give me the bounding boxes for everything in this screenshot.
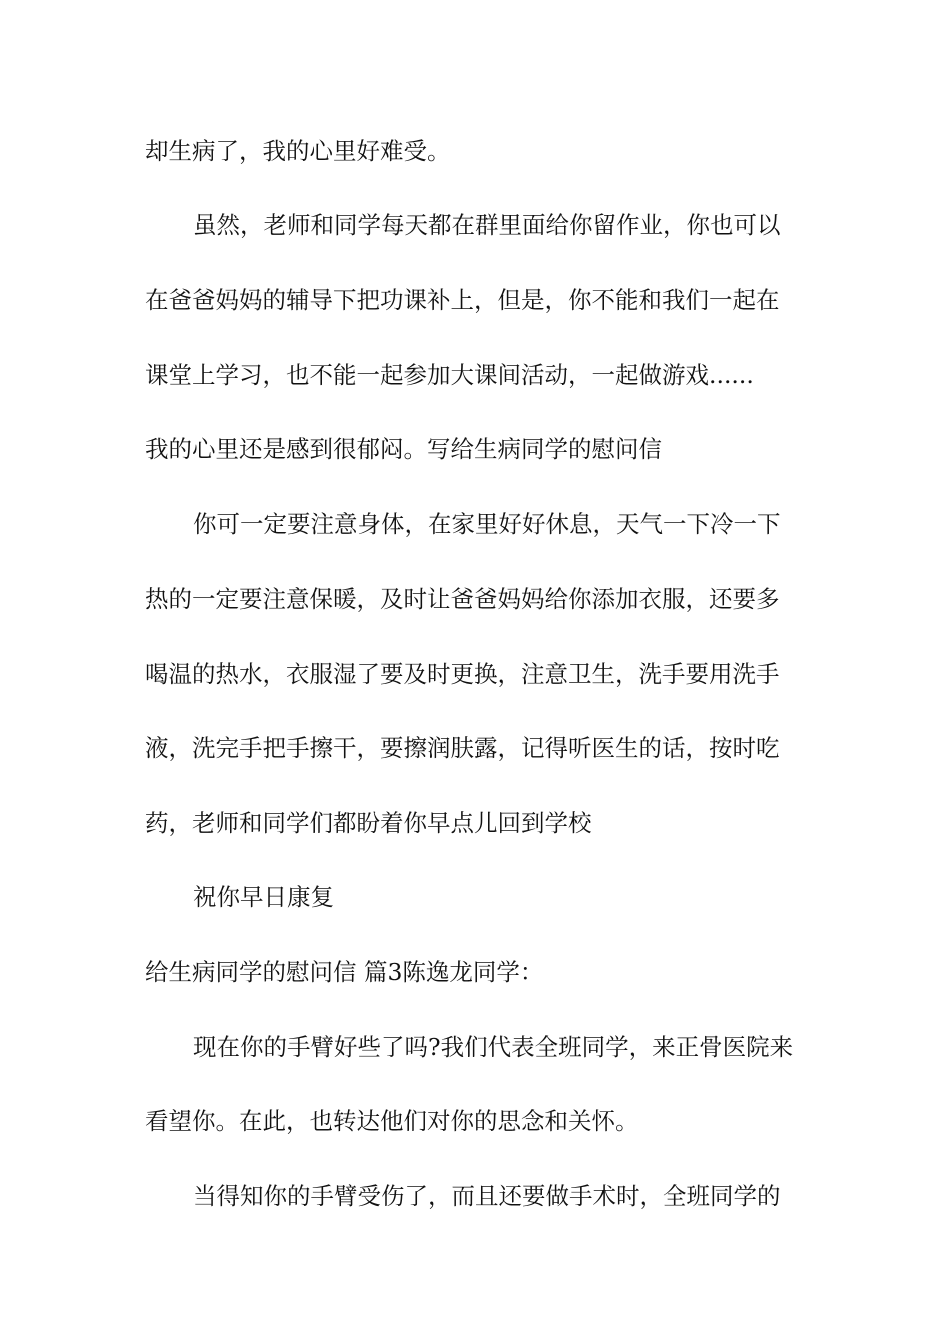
section-heading: 给生病同学的慰问信 篇3陈逸龙同学： bbox=[145, 958, 544, 986]
paragraph-first-line: 虽然，老师和同学每天都在群里面给你留作业，你也可以 bbox=[193, 211, 781, 239]
text-line: 在爸爸妈妈的辅导下把功课补上，但是，你不能和我们一起在 bbox=[145, 286, 780, 314]
paragraph-first-line: 当得知你的手臂受伤了，而且还要做手术时，全班同学的 bbox=[193, 1182, 781, 1210]
text-line: 喝温的热水，衣服湿了要及时更换，注意卫生，洗手要用洗手 bbox=[145, 660, 780, 688]
paragraph-first-line: 你可一定要注意身体，在家里好好休息，天气一下冷一下 bbox=[193, 510, 781, 538]
text-line: 热的一定要注意保暖，及时让爸爸妈妈给你添加衣服，还要多 bbox=[145, 585, 780, 613]
text-line: 却生病了，我的心里好难受。 bbox=[145, 137, 451, 165]
text-line: 我的心里还是感到很郁闷。写给生病同学的慰问信 bbox=[145, 435, 662, 463]
paragraph-first-line: 现在你的手臂好些了吗?我们代表全班同学，来正骨医院来 bbox=[193, 1033, 794, 1061]
text-line: 课堂上学习，也不能一起参加大课间活动，一起做游戏...... bbox=[145, 361, 754, 389]
text-line: 看望你。在此，也转达他们对你的思念和关怀。 bbox=[145, 1107, 639, 1135]
text-line: 液，洗完手把手擦干，要擦润肤露，记得听医生的话，按时吃 bbox=[145, 734, 780, 762]
text-line: 药，老师和同学们都盼着你早点儿回到学校 bbox=[145, 809, 592, 837]
closing-wish: 祝你早日康复 bbox=[193, 883, 334, 911]
